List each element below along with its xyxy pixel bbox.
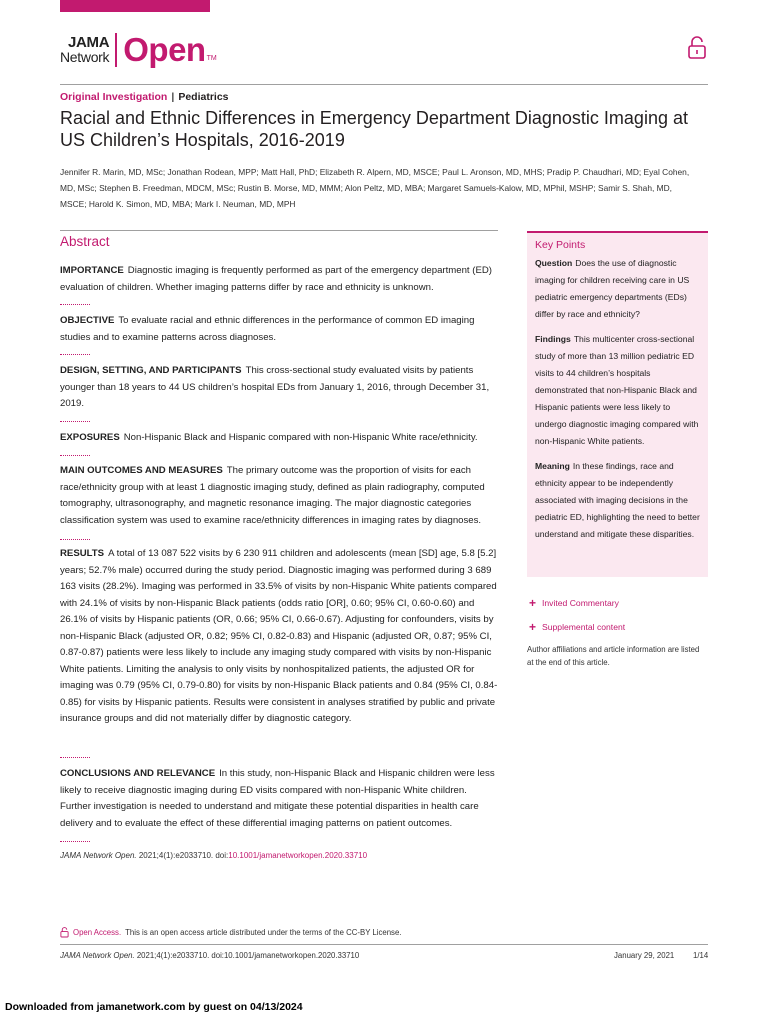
section-divider [60, 841, 90, 842]
key-point-text: Does the use of diagnostic imaging for children receiving care in US pediatric emergency departments (EDs) differ by race and ethnicity? [535, 258, 690, 319]
key-point-label: Question [535, 258, 573, 268]
abstract-outcomes [60, 463, 498, 529]
footer-citation [60, 951, 359, 960]
section-divider [60, 304, 90, 305]
abstract-header [60, 230, 498, 249]
open-lock-icon [60, 927, 69, 938]
invited-commentary-label: Invited Commentary [542, 598, 619, 608]
supplemental-content-label: Supplemental content [542, 622, 626, 632]
abstract-objective [60, 313, 498, 346]
section-divider [60, 757, 90, 758]
footer-rule [60, 944, 708, 945]
section-divider [60, 421, 90, 422]
key-point-label: Meaning [535, 461, 570, 471]
open-access-notice [60, 927, 401, 938]
key-point-question [535, 255, 700, 323]
key-point-text: In these findings, race and ethnicity appear to be independently associated with imaging decisions in the pediatric ED, highlighting the need to better understand and mitigate these disparities. [535, 461, 700, 539]
abstract-heading: Abstract [60, 234, 110, 249]
logo-wordmark [60, 35, 109, 65]
affiliations-note: Author affiliations and article information are listed at the end of this article. [527, 645, 700, 667]
key-point-meaning [535, 458, 700, 543]
abstract-importance [60, 263, 498, 296]
logo-open: Open [123, 31, 206, 68]
section-text: Diagnostic imaging is frequently performed as part of the emergency department (ED) evaluation of children. Whether imaging patterns differ by race and ethnicity is unknown. [60, 265, 492, 293]
section-label: DESIGN, SETTING, AND PARTICIPANTS [60, 365, 242, 376]
section-text: In this study, non-Hispanic Black and Hispanic children were less likely to receive diagnostic imaging during ED visits compared with non-Hispanic White children. Further investigation is needed to understand and mitigate these potential disparities in health care delivery and to evaluate the effect of these differential imaging patterns on patient outcomes. [60, 768, 495, 829]
author-list: Jennifer R. Marin, MD, MSc; Jonathan Rodean, MPP; Matt Hall, PhD; Elizabeth R. Alpern, MD, MSCE; Paul L. Aronson, MD, MHS; Pradip P. Chaudhari, MD; Eyal Cohen, MD, MSc; Stephen B. Freedman, MDCM, MSc; Rustin B. Morse, MD, MMM; Alon Peltz, MD, MBA; Margaret Samuels-Kalow, MD, MPhil, MSHP; Samir S. Shah, MD, MSCE; Harold K. Simon, MD, MBA; Mark I. Neuman, MD, MPH [60, 167, 690, 209]
footer-date: January 29, 2021 [614, 951, 675, 960]
abstract-design [60, 363, 498, 413]
citation-doi-link[interactable]: 10.1001/jamanetworkopen.2020.33710 [228, 851, 368, 860]
open-access-text: This is an open access article distributed under the terms of the CC-BY License. [125, 928, 402, 937]
abstract-results [60, 546, 498, 728]
section-label: MAIN OUTCOMES AND MEASURES [60, 465, 223, 476]
logo-network: Network [60, 49, 110, 65]
header-rule [60, 84, 708, 85]
section-label: OBJECTIVE [60, 315, 115, 326]
key-points-box [527, 231, 708, 577]
section-divider [60, 354, 90, 355]
journal-logo [60, 30, 217, 70]
logo-trademark: TM [206, 55, 217, 62]
section-text: A total of 13 087 522 visits by 6 230 911 children and adolescents (mean [SD] age, 5.8 [5.2] years; 52.7% male) occurred during the study period. Diagnostic imaging was performed during 3 689 163 visits (28.2%). Imaging was performed in 33.5% of visits by non-Hispanic White patients compared with 24.1% of visits by non-Hispanic Black patients (odds ratio [OR], 0.60; 95% CI, 0.60-0.60) and 26.1% of visits by Hispanic patients (OR, 0.66; 95% CI, 0.66-0.67). Adjusting for confounders, visits by non-Hispanic Black (adjusted OR, 0.82; 95% CI, 0.82-0.83) and Hispanic (adjusted OR, 0.87; 95% CI, 0.87-0.87) patients were less likely to include any imaging study compared with visits by non-Hispanic White patients. Limiting the analysis to only visits by nonhospitalized patients, the adjusted OR for imaging was 0.79 (95% CI, 0.79-0.80) for visits by non-Hispanic Black patients and 0.84 (95% CI, 0.84-0.85) for visits by Hispanic patients. Results were consistent in analyses stratified by public and private insurance groups and did not materially differ by diagnostic category. [60, 548, 498, 724]
footer-journal: JAMA Network Open. [60, 951, 135, 960]
footer-citation-text: 2021;4(1):e2033710. doi:10.1001/jamanetworkopen.2020.33710 [134, 951, 360, 960]
plus-icon: + [529, 620, 537, 634]
article-title: Racial and Ethnic Differences in Emergency Department Diagnostic Imaging at US Children’s Hospitals, 2016-2019 [60, 108, 688, 150]
article-section[interactable]: Pediatrics [178, 91, 229, 103]
download-notice: Downloaded from jamanetwork.com by guest on 04/13/2024 [5, 1001, 303, 1013]
key-point-findings [535, 331, 700, 450]
page-number: 1/14 [693, 951, 709, 960]
logo-divider [115, 33, 117, 67]
section-label: EXPOSURES [60, 432, 120, 443]
section-label: RESULTS [60, 548, 105, 559]
abstract-conclusions [60, 766, 498, 832]
section-text: This cross-sectional study evaluated visits by patients younger than 18 years to 44 US children’s hospital EDs from January 1, 2016, through December 31, 2019. [60, 365, 490, 409]
key-point-text: This multicenter cross-sectional study of more than 13 million pediatric ED visits to 44 children’s hospitals demonstrated that non-Hispanic Black and Hispanic patients were less likely to undergo diagnostic imaging compared with non-Hispanic White patients. [535, 334, 699, 446]
abstract-exposures [60, 430, 498, 447]
section-label: IMPORTANCE [60, 265, 124, 276]
section-text: The primary outcome was the proportion of visits for each race/ethnicity group with at least 1 diagnostic imaging study, defined as plain radiography, computed tomography, ultrasonography, and magnetic resonance imaging. The major diagnostic categories classification system was used to examine race/ethnicity differences in imaging rates by diagnoses. [60, 465, 485, 526]
plus-icon: + [529, 596, 537, 610]
open-access-label[interactable]: Open Access. [73, 928, 122, 937]
citation-journal: JAMA Network Open. [60, 851, 137, 860]
section-divider [60, 455, 90, 456]
key-points-heading: Key Points [535, 239, 586, 251]
citation-details: 2021;4(1):e2033710. doi: [136, 851, 229, 860]
section-text: Non-Hispanic Black and Hispanic compared with non-Hispanic White race/ethnicity. [123, 432, 478, 443]
open-lock-icon [687, 36, 707, 60]
supplemental-content-link[interactable] [529, 620, 625, 634]
invited-commentary-link[interactable] [529, 596, 619, 610]
abstract-citation [60, 851, 367, 860]
key-point-label: Findings [535, 334, 571, 344]
article-type-line: Original Investigation | Pediatrics [60, 91, 229, 103]
section-divider [60, 539, 90, 540]
article-type[interactable]: Original Investigation [60, 91, 168, 103]
section-label: CONCLUSIONS AND RELEVANCE [60, 768, 216, 779]
section-text: To evaluate racial and ethnic differences in the performance of common ED imaging studies and to examine patterns across diagnoses. [60, 315, 475, 343]
header-accent-bar [60, 0, 210, 12]
logo-jama: JAMA [67, 34, 110, 51]
